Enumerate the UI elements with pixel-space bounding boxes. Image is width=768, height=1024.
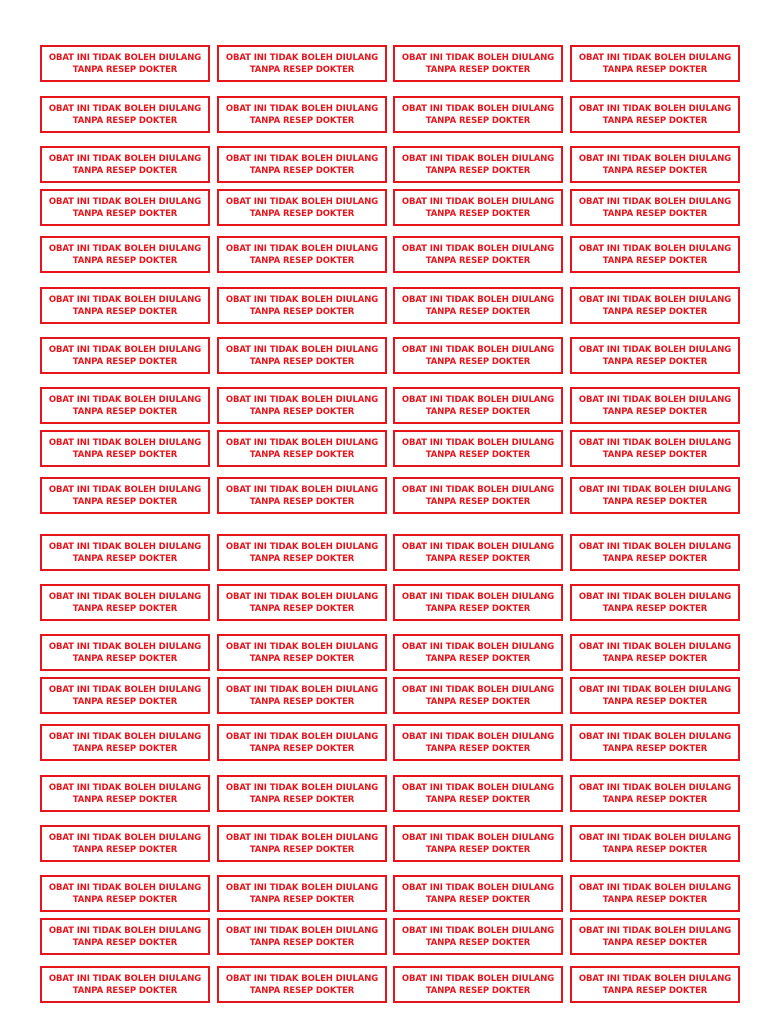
label-line-2: TANPA RESEP DOKTER xyxy=(425,496,531,507)
label-line-1: OBAT INI TIDAK BOLEH DIULANG xyxy=(225,641,379,652)
label-line-2: TANPA RESEP DOKTER xyxy=(602,208,708,219)
label-line-2: TANPA RESEP DOKTER xyxy=(72,603,178,614)
label-line-1: OBAT INI TIDAK BOLEH DIULANG xyxy=(401,394,555,405)
prescription-warning-label xyxy=(393,634,563,671)
prescription-warning-label xyxy=(570,337,740,374)
label-line-2: TANPA RESEP DOKTER xyxy=(249,406,355,417)
prescription-warning-label xyxy=(217,724,387,761)
prescription-warning-label xyxy=(393,96,563,133)
label-line-2: TANPA RESEP DOKTER xyxy=(249,985,355,996)
prescription-warning-label xyxy=(40,387,210,424)
prescription-warning-label xyxy=(570,825,740,862)
prescription-warning-label xyxy=(217,189,387,226)
prescription-warning-label xyxy=(217,875,387,912)
label-line-2: TANPA RESEP DOKTER xyxy=(602,844,708,855)
label-line-2: TANPA RESEP DOKTER xyxy=(602,937,708,948)
label-line-2: TANPA RESEP DOKTER xyxy=(72,165,178,176)
prescription-warning-label xyxy=(217,477,387,514)
label-line-2: TANPA RESEP DOKTER xyxy=(72,794,178,805)
label-line-2: TANPA RESEP DOKTER xyxy=(72,255,178,266)
label-line-1: OBAT INI TIDAK BOLEH DIULANG xyxy=(48,684,202,695)
prescription-warning-label xyxy=(393,825,563,862)
label-line-2: TANPA RESEP DOKTER xyxy=(602,306,708,317)
prescription-warning-label xyxy=(570,918,740,955)
label-line-2: TANPA RESEP DOKTER xyxy=(425,653,531,664)
label-line-1: OBAT INI TIDAK BOLEH DIULANG xyxy=(225,103,379,114)
label-line-1: OBAT INI TIDAK BOLEH DIULANG xyxy=(578,684,732,695)
label-line-2: TANPA RESEP DOKTER xyxy=(425,894,531,905)
label-line-2: TANPA RESEP DOKTER xyxy=(249,356,355,367)
label-line-2: TANPA RESEP DOKTER xyxy=(249,603,355,614)
prescription-warning-label xyxy=(217,430,387,467)
label-line-2: TANPA RESEP DOKTER xyxy=(249,696,355,707)
label-line-2: TANPA RESEP DOKTER xyxy=(425,696,531,707)
label-line-1: OBAT INI TIDAK BOLEH DIULANG xyxy=(48,925,202,936)
label-line-2: TANPA RESEP DOKTER xyxy=(249,496,355,507)
label-line-1: OBAT INI TIDAK BOLEH DIULANG xyxy=(578,541,732,552)
label-line-2: TANPA RESEP DOKTER xyxy=(72,696,178,707)
label-line-1: OBAT INI TIDAK BOLEH DIULANG xyxy=(48,731,202,742)
label-line-2: TANPA RESEP DOKTER xyxy=(249,165,355,176)
prescription-warning-label xyxy=(393,477,563,514)
prescription-warning-label xyxy=(570,634,740,671)
prescription-warning-label xyxy=(393,337,563,374)
prescription-warning-label xyxy=(40,477,210,514)
label-line-1: OBAT INI TIDAK BOLEH DIULANG xyxy=(48,344,202,355)
prescription-warning-label xyxy=(40,189,210,226)
label-line-1: OBAT INI TIDAK BOLEH DIULANG xyxy=(225,52,379,63)
label-line-1: OBAT INI TIDAK BOLEH DIULANG xyxy=(48,153,202,164)
label-line-2: TANPA RESEP DOKTER xyxy=(249,208,355,219)
label-line-2: TANPA RESEP DOKTER xyxy=(72,743,178,754)
label-line-1: OBAT INI TIDAK BOLEH DIULANG xyxy=(225,294,379,305)
label-line-1: OBAT INI TIDAK BOLEH DIULANG xyxy=(225,196,379,207)
prescription-warning-label xyxy=(393,189,563,226)
label-line-1: OBAT INI TIDAK BOLEH DIULANG xyxy=(48,973,202,984)
prescription-warning-label xyxy=(40,918,210,955)
label-line-1: OBAT INI TIDAK BOLEH DIULANG xyxy=(578,782,732,793)
prescription-warning-label xyxy=(570,146,740,183)
label-line-2: TANPA RESEP DOKTER xyxy=(249,794,355,805)
label-line-2: TANPA RESEP DOKTER xyxy=(249,449,355,460)
label-line-2: TANPA RESEP DOKTER xyxy=(425,794,531,805)
label-line-1: OBAT INI TIDAK BOLEH DIULANG xyxy=(401,832,555,843)
prescription-warning-label xyxy=(393,584,563,621)
prescription-warning-label xyxy=(570,534,740,571)
label-line-1: OBAT INI TIDAK BOLEH DIULANG xyxy=(225,344,379,355)
label-line-2: TANPA RESEP DOKTER xyxy=(602,64,708,75)
label-line-1: OBAT INI TIDAK BOLEH DIULANG xyxy=(401,641,555,652)
prescription-warning-label xyxy=(570,287,740,324)
prescription-warning-label xyxy=(217,966,387,1003)
label-line-2: TANPA RESEP DOKTER xyxy=(72,553,178,564)
label-line-2: TANPA RESEP DOKTER xyxy=(425,115,531,126)
prescription-warning-label xyxy=(393,45,563,82)
prescription-warning-label xyxy=(40,430,210,467)
label-line-2: TANPA RESEP DOKTER xyxy=(602,165,708,176)
label-line-2: TANPA RESEP DOKTER xyxy=(72,306,178,317)
label-line-2: TANPA RESEP DOKTER xyxy=(249,937,355,948)
label-line-1: OBAT INI TIDAK BOLEH DIULANG xyxy=(578,344,732,355)
label-line-1: OBAT INI TIDAK BOLEH DIULANG xyxy=(225,541,379,552)
label-line-1: OBAT INI TIDAK BOLEH DIULANG xyxy=(401,153,555,164)
label-line-2: TANPA RESEP DOKTER xyxy=(72,356,178,367)
label-line-1: OBAT INI TIDAK BOLEH DIULANG xyxy=(401,591,555,602)
prescription-warning-label xyxy=(393,146,563,183)
prescription-warning-label xyxy=(570,45,740,82)
label-line-1: OBAT INI TIDAK BOLEH DIULANG xyxy=(225,153,379,164)
prescription-warning-label xyxy=(40,634,210,671)
label-line-1: OBAT INI TIDAK BOLEH DIULANG xyxy=(401,437,555,448)
prescription-warning-label xyxy=(217,287,387,324)
label-line-1: OBAT INI TIDAK BOLEH DIULANG xyxy=(401,196,555,207)
label-line-2: TANPA RESEP DOKTER xyxy=(249,64,355,75)
label-line-1: OBAT INI TIDAK BOLEH DIULANG xyxy=(48,591,202,602)
label-line-2: TANPA RESEP DOKTER xyxy=(72,653,178,664)
label-line-2: TANPA RESEP DOKTER xyxy=(425,64,531,75)
label-line-2: TANPA RESEP DOKTER xyxy=(249,115,355,126)
label-line-1: OBAT INI TIDAK BOLEH DIULANG xyxy=(401,52,555,63)
prescription-warning-label xyxy=(217,236,387,273)
prescription-warning-label xyxy=(570,430,740,467)
label-line-2: TANPA RESEP DOKTER xyxy=(602,794,708,805)
label-line-1: OBAT INI TIDAK BOLEH DIULANG xyxy=(401,484,555,495)
label-line-2: TANPA RESEP DOKTER xyxy=(72,844,178,855)
label-line-1: OBAT INI TIDAK BOLEH DIULANG xyxy=(48,294,202,305)
label-line-1: OBAT INI TIDAK BOLEH DIULANG xyxy=(225,973,379,984)
prescription-warning-label xyxy=(570,387,740,424)
label-line-1: OBAT INI TIDAK BOLEH DIULANG xyxy=(401,684,555,695)
label-line-1: OBAT INI TIDAK BOLEH DIULANG xyxy=(48,394,202,405)
prescription-warning-label xyxy=(393,387,563,424)
prescription-warning-label xyxy=(217,387,387,424)
label-line-1: OBAT INI TIDAK BOLEH DIULANG xyxy=(48,243,202,254)
label-line-1: OBAT INI TIDAK BOLEH DIULANG xyxy=(578,52,732,63)
prescription-warning-label xyxy=(217,96,387,133)
prescription-warning-label xyxy=(40,775,210,812)
label-line-2: TANPA RESEP DOKTER xyxy=(249,844,355,855)
label-line-1: OBAT INI TIDAK BOLEH DIULANG xyxy=(48,484,202,495)
label-line-2: TANPA RESEP DOKTER xyxy=(425,406,531,417)
label-line-2: TANPA RESEP DOKTER xyxy=(249,743,355,754)
label-line-1: OBAT INI TIDAK BOLEH DIULANG xyxy=(401,925,555,936)
label-line-2: TANPA RESEP DOKTER xyxy=(425,743,531,754)
prescription-warning-label xyxy=(570,677,740,714)
label-line-2: TANPA RESEP DOKTER xyxy=(425,603,531,614)
label-line-1: OBAT INI TIDAK BOLEH DIULANG xyxy=(578,196,732,207)
label-line-1: OBAT INI TIDAK BOLEH DIULANG xyxy=(401,103,555,114)
label-line-2: TANPA RESEP DOKTER xyxy=(425,165,531,176)
label-line-1: OBAT INI TIDAK BOLEH DIULANG xyxy=(578,103,732,114)
label-line-2: TANPA RESEP DOKTER xyxy=(72,208,178,219)
label-line-2: TANPA RESEP DOKTER xyxy=(425,844,531,855)
label-line-1: OBAT INI TIDAK BOLEH DIULANG xyxy=(48,541,202,552)
label-line-2: TANPA RESEP DOKTER xyxy=(602,255,708,266)
prescription-warning-label xyxy=(40,236,210,273)
label-line-1: OBAT INI TIDAK BOLEH DIULANG xyxy=(578,731,732,742)
prescription-warning-label xyxy=(217,634,387,671)
prescription-warning-label xyxy=(40,875,210,912)
label-line-2: TANPA RESEP DOKTER xyxy=(602,553,708,564)
prescription-warning-label xyxy=(393,430,563,467)
label-line-1: OBAT INI TIDAK BOLEH DIULANG xyxy=(225,684,379,695)
label-line-1: OBAT INI TIDAK BOLEH DIULANG xyxy=(225,591,379,602)
prescription-warning-label xyxy=(217,775,387,812)
label-line-1: OBAT INI TIDAK BOLEH DIULANG xyxy=(48,641,202,652)
label-line-1: OBAT INI TIDAK BOLEH DIULANG xyxy=(578,294,732,305)
label-line-1: OBAT INI TIDAK BOLEH DIULANG xyxy=(401,541,555,552)
label-line-1: OBAT INI TIDAK BOLEH DIULANG xyxy=(225,782,379,793)
label-line-1: OBAT INI TIDAK BOLEH DIULANG xyxy=(578,925,732,936)
prescription-warning-label xyxy=(217,825,387,862)
prescription-warning-label xyxy=(570,875,740,912)
label-line-1: OBAT INI TIDAK BOLEH DIULANG xyxy=(401,344,555,355)
prescription-warning-label xyxy=(217,534,387,571)
label-line-1: OBAT INI TIDAK BOLEH DIULANG xyxy=(401,731,555,742)
label-line-1: OBAT INI TIDAK BOLEH DIULANG xyxy=(225,484,379,495)
label-line-1: OBAT INI TIDAK BOLEH DIULANG xyxy=(48,437,202,448)
label-line-1: OBAT INI TIDAK BOLEH DIULANG xyxy=(401,243,555,254)
prescription-warning-label xyxy=(40,724,210,761)
prescription-warning-label xyxy=(393,534,563,571)
prescription-warning-label xyxy=(393,775,563,812)
prescription-warning-label xyxy=(217,146,387,183)
label-line-1: OBAT INI TIDAK BOLEH DIULANG xyxy=(578,394,732,405)
prescription-warning-label xyxy=(393,677,563,714)
prescription-warning-label xyxy=(217,918,387,955)
label-line-1: OBAT INI TIDAK BOLEH DIULANG xyxy=(578,973,732,984)
prescription-warning-label xyxy=(570,966,740,1003)
prescription-warning-label xyxy=(393,236,563,273)
prescription-warning-label xyxy=(217,45,387,82)
label-line-1: OBAT INI TIDAK BOLEH DIULANG xyxy=(578,832,732,843)
label-line-2: TANPA RESEP DOKTER xyxy=(249,553,355,564)
label-line-1: OBAT INI TIDAK BOLEH DIULANG xyxy=(578,484,732,495)
label-line-1: OBAT INI TIDAK BOLEH DIULANG xyxy=(225,832,379,843)
prescription-warning-label xyxy=(570,96,740,133)
label-line-2: TANPA RESEP DOKTER xyxy=(602,356,708,367)
label-line-2: TANPA RESEP DOKTER xyxy=(249,306,355,317)
prescription-warning-label xyxy=(40,45,210,82)
label-line-2: TANPA RESEP DOKTER xyxy=(602,696,708,707)
label-line-2: TANPA RESEP DOKTER xyxy=(72,449,178,460)
label-line-1: OBAT INI TIDAK BOLEH DIULANG xyxy=(225,925,379,936)
label-line-2: TANPA RESEP DOKTER xyxy=(602,894,708,905)
label-line-1: OBAT INI TIDAK BOLEH DIULANG xyxy=(578,591,732,602)
label-line-2: TANPA RESEP DOKTER xyxy=(425,306,531,317)
prescription-warning-label xyxy=(393,966,563,1003)
prescription-warning-label xyxy=(570,236,740,273)
label-line-1: OBAT INI TIDAK BOLEH DIULANG xyxy=(578,882,732,893)
label-line-1: OBAT INI TIDAK BOLEH DIULANG xyxy=(578,153,732,164)
label-line-2: TANPA RESEP DOKTER xyxy=(72,937,178,948)
prescription-warning-label xyxy=(570,775,740,812)
prescription-warning-label xyxy=(217,584,387,621)
prescription-warning-label xyxy=(217,677,387,714)
prescription-warning-label xyxy=(570,724,740,761)
prescription-warning-label xyxy=(40,146,210,183)
label-line-2: TANPA RESEP DOKTER xyxy=(602,406,708,417)
label-line-2: TANPA RESEP DOKTER xyxy=(602,653,708,664)
label-line-1: OBAT INI TIDAK BOLEH DIULANG xyxy=(225,243,379,254)
label-line-1: OBAT INI TIDAK BOLEH DIULANG xyxy=(401,294,555,305)
label-line-1: OBAT INI TIDAK BOLEH DIULANG xyxy=(48,882,202,893)
label-line-1: OBAT INI TIDAK BOLEH DIULANG xyxy=(401,882,555,893)
label-line-2: TANPA RESEP DOKTER xyxy=(72,496,178,507)
label-line-1: OBAT INI TIDAK BOLEH DIULANG xyxy=(578,641,732,652)
prescription-warning-label xyxy=(217,337,387,374)
label-line-2: TANPA RESEP DOKTER xyxy=(602,449,708,460)
prescription-warning-label xyxy=(570,189,740,226)
label-line-1: OBAT INI TIDAK BOLEH DIULANG xyxy=(578,437,732,448)
label-line-1: OBAT INI TIDAK BOLEH DIULANG xyxy=(225,731,379,742)
prescription-warning-label xyxy=(393,918,563,955)
prescription-warning-label xyxy=(570,477,740,514)
label-line-2: TANPA RESEP DOKTER xyxy=(72,64,178,75)
label-line-2: TANPA RESEP DOKTER xyxy=(425,449,531,460)
label-line-1: OBAT INI TIDAK BOLEH DIULANG xyxy=(225,882,379,893)
label-line-2: TANPA RESEP DOKTER xyxy=(425,985,531,996)
label-line-2: TANPA RESEP DOKTER xyxy=(249,653,355,664)
label-line-2: TANPA RESEP DOKTER xyxy=(602,603,708,614)
label-line-2: TANPA RESEP DOKTER xyxy=(72,985,178,996)
label-line-1: OBAT INI TIDAK BOLEH DIULANG xyxy=(48,782,202,793)
label-line-2: TANPA RESEP DOKTER xyxy=(72,406,178,417)
prescription-warning-label xyxy=(393,724,563,761)
label-line-2: TANPA RESEP DOKTER xyxy=(425,255,531,266)
prescription-warning-label xyxy=(570,584,740,621)
label-line-2: TANPA RESEP DOKTER xyxy=(602,115,708,126)
label-line-1: OBAT INI TIDAK BOLEH DIULANG xyxy=(225,394,379,405)
prescription-warning-label xyxy=(40,584,210,621)
label-line-2: TANPA RESEP DOKTER xyxy=(249,255,355,266)
prescription-warning-label xyxy=(40,96,210,133)
prescription-warning-label xyxy=(40,966,210,1003)
label-line-2: TANPA RESEP DOKTER xyxy=(425,553,531,564)
label-line-2: TANPA RESEP DOKTER xyxy=(602,496,708,507)
prescription-warning-label xyxy=(40,534,210,571)
label-line-1: OBAT INI TIDAK BOLEH DIULANG xyxy=(401,973,555,984)
label-line-1: OBAT INI TIDAK BOLEH DIULANG xyxy=(48,196,202,207)
label-line-2: TANPA RESEP DOKTER xyxy=(602,743,708,754)
prescription-warning-label xyxy=(40,825,210,862)
prescription-warning-label xyxy=(40,337,210,374)
label-line-1: OBAT INI TIDAK BOLEH DIULANG xyxy=(48,832,202,843)
label-line-2: TANPA RESEP DOKTER xyxy=(72,894,178,905)
label-line-2: TANPA RESEP DOKTER xyxy=(249,894,355,905)
prescription-warning-label xyxy=(393,287,563,324)
prescription-warning-label xyxy=(40,677,210,714)
label-line-1: OBAT INI TIDAK BOLEH DIULANG xyxy=(48,52,202,63)
label-line-2: TANPA RESEP DOKTER xyxy=(72,115,178,126)
label-line-2: TANPA RESEP DOKTER xyxy=(425,208,531,219)
label-line-1: OBAT INI TIDAK BOLEH DIULANG xyxy=(578,243,732,254)
prescription-warning-label xyxy=(40,287,210,324)
label-line-1: OBAT INI TIDAK BOLEH DIULANG xyxy=(401,782,555,793)
label-line-2: TANPA RESEP DOKTER xyxy=(425,356,531,367)
label-line-1: OBAT INI TIDAK BOLEH DIULANG xyxy=(225,437,379,448)
label-line-1: OBAT INI TIDAK BOLEH DIULANG xyxy=(48,103,202,114)
label-line-2: TANPA RESEP DOKTER xyxy=(602,985,708,996)
prescription-warning-label xyxy=(393,875,563,912)
label-line-2: TANPA RESEP DOKTER xyxy=(425,937,531,948)
